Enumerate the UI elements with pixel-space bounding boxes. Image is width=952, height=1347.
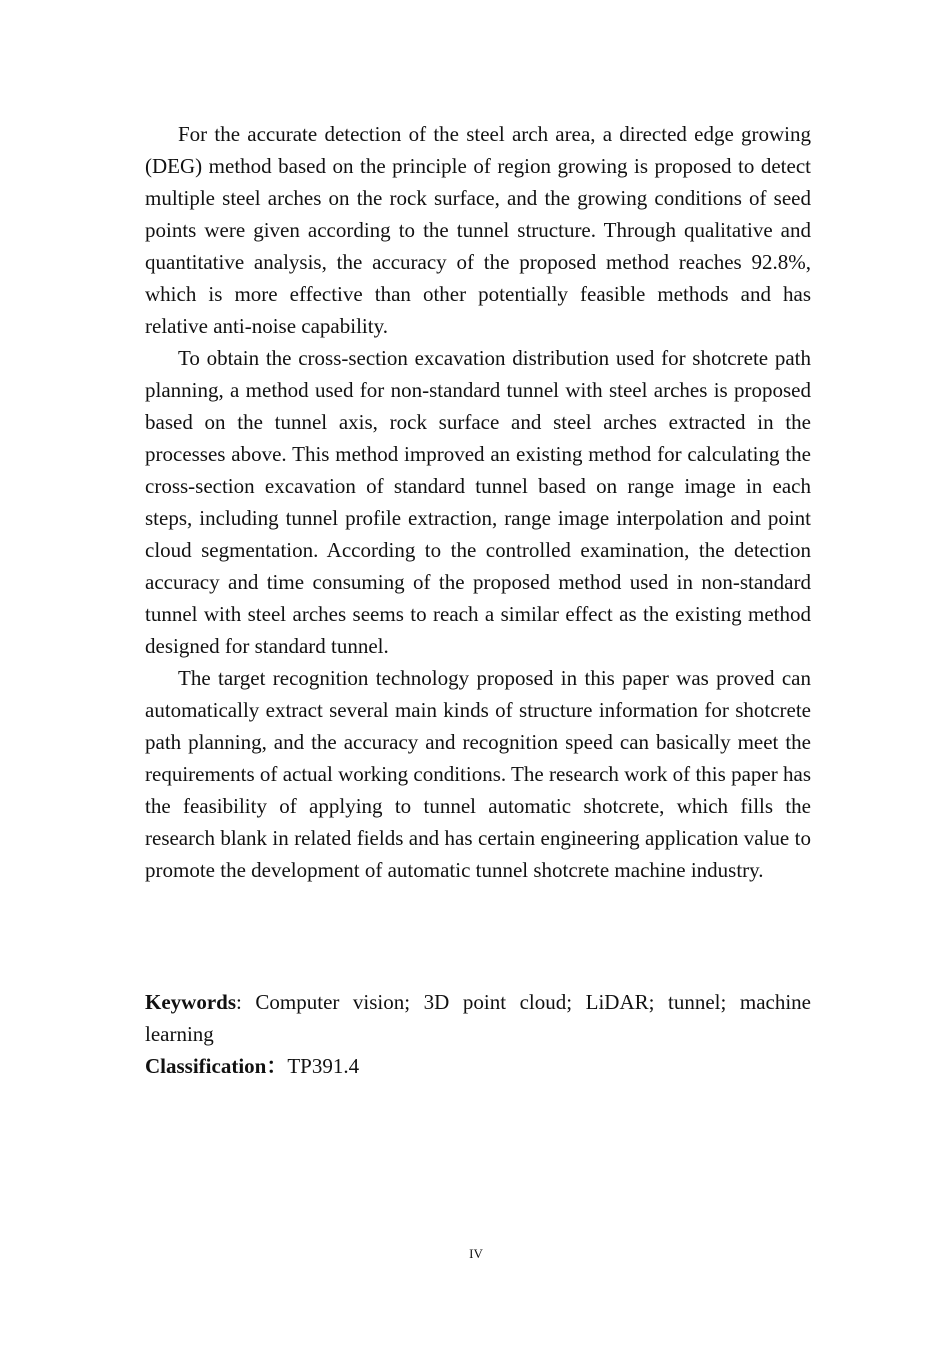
keywords-value: Computer vision; 3D point cloud; LiDAR; tunnel; machine learning [145,990,811,1046]
keywords-separator: : [236,990,256,1014]
classification-label: Classification： [145,1054,288,1078]
paragraph-cross-section-excavation: To obtain the cross-section excavation distribution used for shotcrete path planning, a method used for non-standard tunnel with steel arches is proposed based on the tunnel axis, rock surface and steel arches extracted in the processes above. This method improved an existing method for calculating the cross-section excavation of standard tunnel based on range image in each steps, including tunnel profile extraction, range image interpolation and point cloud segmentation. According to the controlled examination, the detection accuracy and time consuming of the proposed method used in non-standard tunnel with steel arches seems to reach a similar effect as the existing method designed for standard tunnel. [145,346,811,658]
page-number: IV [469,1246,483,1261]
keywords-label: Keywords [145,990,236,1014]
abstract-body [145,118,811,886]
keywords-section [145,986,811,1082]
classification-value: TP391.4 [287,1054,360,1078]
classification-line [145,1050,811,1082]
paragraph-steel-arch-detection: For the accurate detection of the steel arch area, a directed edge growing (DEG) method based on the principle of region growing is proposed to detect multiple steel arches on the rock surface, and the growing conditions of seed points were given according to the tunnel structure. Through qualitative and quantitative analysis, the accuracy of the proposed method reaches 92.8%, which is more effective than other potentially feasible methods and has relative anti-noise capability. [145,122,811,338]
paragraph-target-recognition: The target recognition technology proposed in this paper was proved can automatically extract several main kinds of structure information for shotcrete path planning, and the accuracy and recognition speed can basically meet the requirements of actual working conditions. The research work of this paper has the feasibility of applying to tunnel automatic shotcrete, which fills the research blank in related fields and has certain engineering application value to promote the development of automatic tunnel shotcrete machine industry. [145,666,811,882]
keywords-line [145,986,811,1050]
